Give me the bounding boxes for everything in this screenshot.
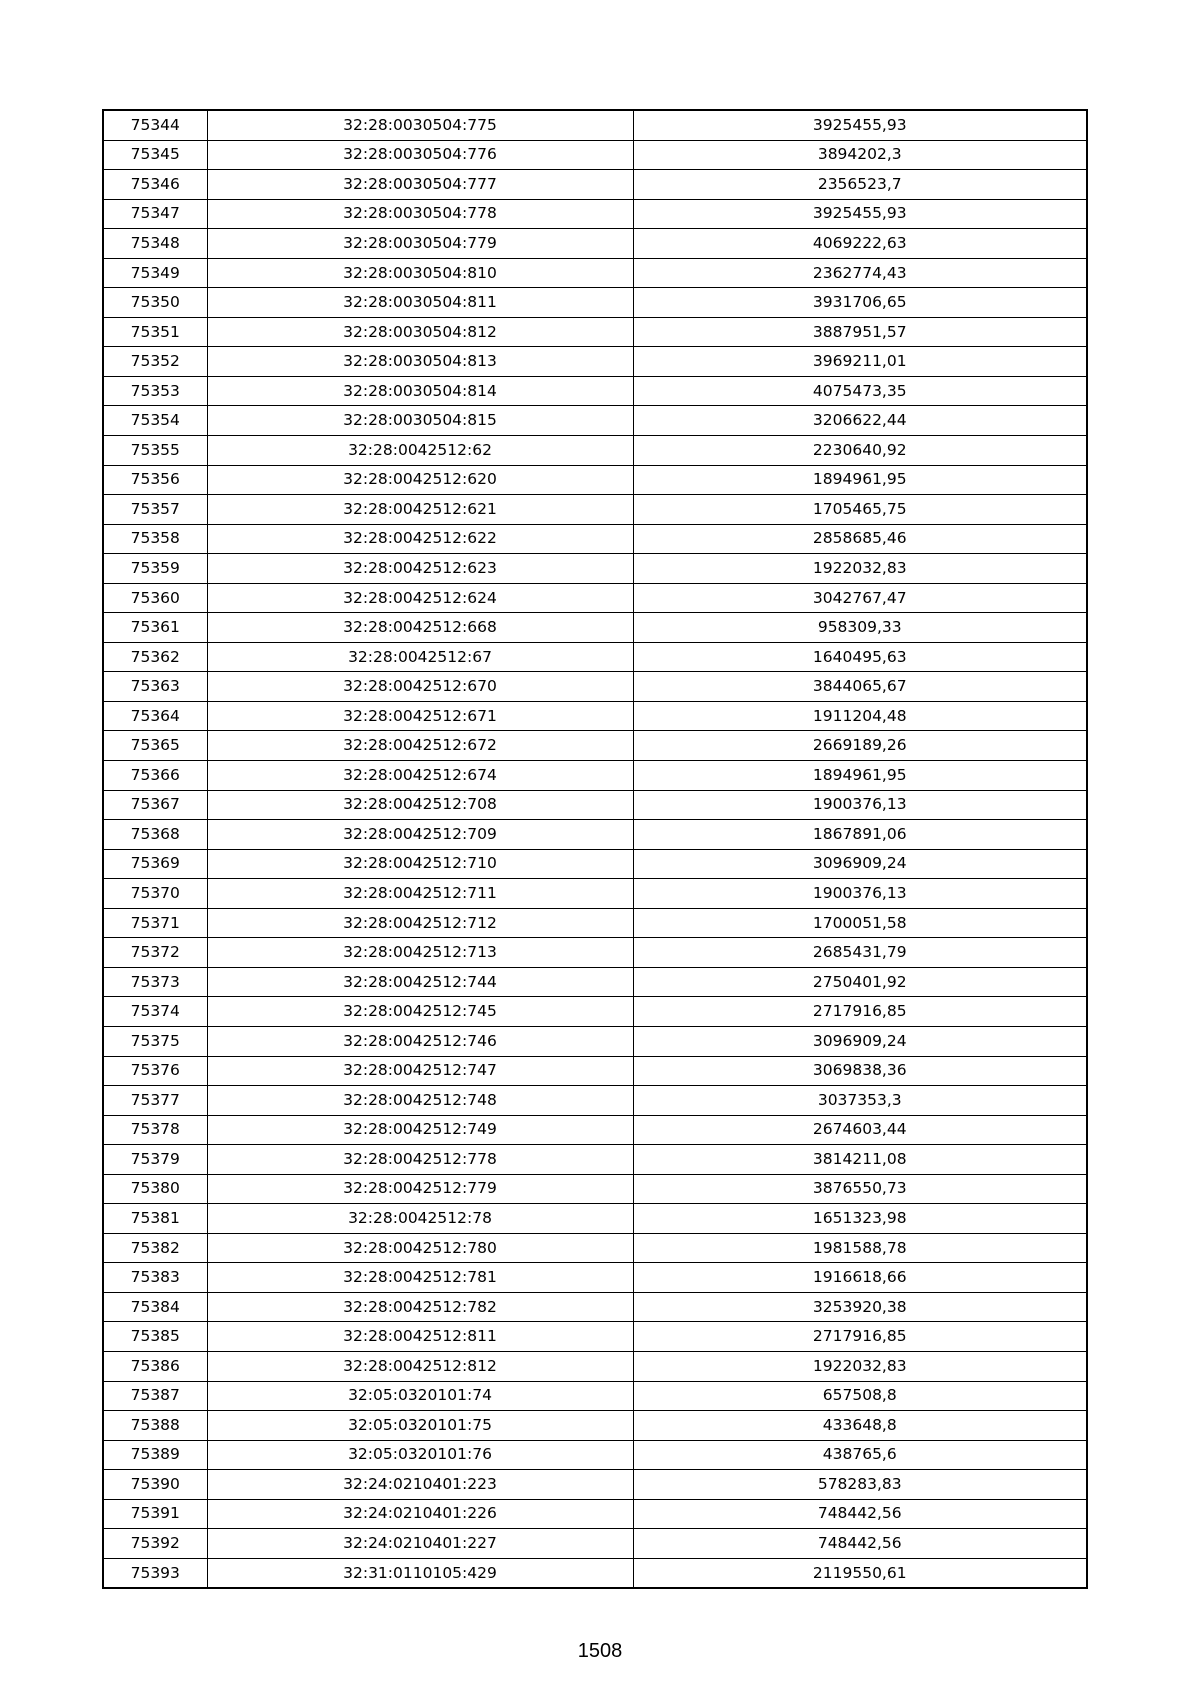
table-row bbox=[103, 731, 1087, 761]
table-row bbox=[103, 140, 1087, 170]
value-cell: 958309,33 bbox=[633, 613, 1087, 643]
row-number-cell: 75383 bbox=[103, 1263, 207, 1293]
table-row bbox=[103, 1204, 1087, 1234]
value-cell: 2362774,43 bbox=[633, 258, 1087, 288]
value-cell: 1916618,66 bbox=[633, 1263, 1087, 1293]
cadastral-number-cell: 32:28:0042512:712 bbox=[207, 908, 633, 938]
value-cell: 657508,8 bbox=[633, 1381, 1087, 1411]
row-number-cell: 75357 bbox=[103, 495, 207, 525]
cadastral-number-cell: 32:28:0042512:710 bbox=[207, 849, 633, 879]
value-cell: 433648,8 bbox=[633, 1411, 1087, 1441]
row-number-cell: 75359 bbox=[103, 554, 207, 584]
cadastral-number-cell: 32:28:0042512:812 bbox=[207, 1351, 633, 1381]
table-row bbox=[103, 938, 1087, 968]
table-row bbox=[103, 1558, 1087, 1588]
row-number-cell: 75389 bbox=[103, 1440, 207, 1470]
table-row bbox=[103, 1381, 1087, 1411]
value-cell: 1911204,48 bbox=[633, 701, 1087, 731]
table-row bbox=[103, 288, 1087, 318]
table-row bbox=[103, 1470, 1087, 1500]
row-number-cell: 75370 bbox=[103, 879, 207, 909]
table-row bbox=[103, 199, 1087, 229]
value-cell: 1651323,98 bbox=[633, 1204, 1087, 1234]
cadastral-number-cell: 32:28:0030504:776 bbox=[207, 140, 633, 170]
cadastral-number-cell: 32:28:0042512:711 bbox=[207, 879, 633, 909]
row-number-cell: 75349 bbox=[103, 258, 207, 288]
table-row bbox=[103, 110, 1087, 140]
row-number-cell: 75393 bbox=[103, 1558, 207, 1588]
table-row bbox=[103, 1351, 1087, 1381]
cadastral-number-cell: 32:28:0042512:713 bbox=[207, 938, 633, 968]
row-number-cell: 75354 bbox=[103, 406, 207, 436]
row-number-cell: 75363 bbox=[103, 672, 207, 702]
value-cell: 4075473,35 bbox=[633, 376, 1087, 406]
table-row bbox=[103, 1026, 1087, 1056]
value-cell: 1981588,78 bbox=[633, 1233, 1087, 1263]
value-cell: 3894202,3 bbox=[633, 140, 1087, 170]
table-row bbox=[103, 258, 1087, 288]
cadastral-number-cell: 32:28:0030504:815 bbox=[207, 406, 633, 436]
cadastral-number-cell: 32:28:0030504:778 bbox=[207, 199, 633, 229]
table-row bbox=[103, 1411, 1087, 1441]
value-cell: 748442,56 bbox=[633, 1499, 1087, 1529]
cadastral-number-cell: 32:28:0042512:782 bbox=[207, 1292, 633, 1322]
cadastral-number-cell: 32:28:0030504:777 bbox=[207, 170, 633, 200]
value-cell: 3814211,08 bbox=[633, 1145, 1087, 1175]
table-row bbox=[103, 701, 1087, 731]
cadastral-number-cell: 32:31:0110105:429 bbox=[207, 1558, 633, 1588]
table-row bbox=[103, 1174, 1087, 1204]
table-row bbox=[103, 554, 1087, 584]
cadastral-number-cell: 32:28:0042512:780 bbox=[207, 1233, 633, 1263]
value-cell: 1900376,13 bbox=[633, 879, 1087, 909]
table-row bbox=[103, 1440, 1087, 1470]
value-cell: 748442,56 bbox=[633, 1529, 1087, 1559]
table-row bbox=[103, 583, 1087, 613]
table-row bbox=[103, 229, 1087, 259]
row-number-cell: 75390 bbox=[103, 1470, 207, 1500]
page-number: 1508 bbox=[577, 1640, 623, 1662]
table-row bbox=[103, 495, 1087, 525]
cadastral-number-cell: 32:28:0030504:810 bbox=[207, 258, 633, 288]
value-cell: 3876550,73 bbox=[633, 1174, 1087, 1204]
row-number-cell: 75352 bbox=[103, 347, 207, 377]
table-row bbox=[103, 849, 1087, 879]
value-cell: 2674603,44 bbox=[633, 1115, 1087, 1145]
value-cell: 3253920,38 bbox=[633, 1292, 1087, 1322]
row-number-cell: 75360 bbox=[103, 583, 207, 613]
cadastral-number-cell: 32:28:0042512:622 bbox=[207, 524, 633, 554]
row-number-cell: 75347 bbox=[103, 199, 207, 229]
cadastral-number-cell: 32:28:0042512:668 bbox=[207, 613, 633, 643]
value-cell: 1894961,95 bbox=[633, 465, 1087, 495]
row-number-cell: 75385 bbox=[103, 1322, 207, 1352]
cadastral-number-cell: 32:28:0030504:811 bbox=[207, 288, 633, 318]
cadastral-number-cell: 32:28:0042512:78 bbox=[207, 1204, 633, 1234]
value-cell: 2858685,46 bbox=[633, 524, 1087, 554]
row-number-cell: 75348 bbox=[103, 229, 207, 259]
table-row bbox=[103, 1499, 1087, 1529]
value-cell: 438765,6 bbox=[633, 1440, 1087, 1470]
row-number-cell: 75350 bbox=[103, 288, 207, 318]
table-row bbox=[103, 376, 1087, 406]
row-number-cell: 75345 bbox=[103, 140, 207, 170]
registry-table bbox=[102, 109, 1088, 1589]
row-number-cell: 75380 bbox=[103, 1174, 207, 1204]
row-number-cell: 75366 bbox=[103, 761, 207, 791]
cadastral-number-cell: 32:28:0042512:674 bbox=[207, 761, 633, 791]
value-cell: 3096909,24 bbox=[633, 1026, 1087, 1056]
registry-table-body bbox=[103, 110, 1087, 1588]
cadastral-number-cell: 32:28:0042512:779 bbox=[207, 1174, 633, 1204]
row-number-cell: 75369 bbox=[103, 849, 207, 879]
value-cell: 3969211,01 bbox=[633, 347, 1087, 377]
value-cell: 3037353,3 bbox=[633, 1086, 1087, 1116]
row-number-cell: 75367 bbox=[103, 790, 207, 820]
table-row bbox=[103, 1086, 1087, 1116]
row-number-cell: 75351 bbox=[103, 317, 207, 347]
table-row bbox=[103, 879, 1087, 909]
cadastral-number-cell: 32:28:0042512:745 bbox=[207, 997, 633, 1027]
cadastral-number-cell: 32:28:0042512:781 bbox=[207, 1263, 633, 1293]
value-cell: 3069838,36 bbox=[633, 1056, 1087, 1086]
row-number-cell: 75377 bbox=[103, 1086, 207, 1116]
cadastral-number-cell: 32:28:0030504:775 bbox=[207, 110, 633, 140]
table-row bbox=[103, 1322, 1087, 1352]
cadastral-number-cell: 32:28:0042512:624 bbox=[207, 583, 633, 613]
row-number-cell: 75384 bbox=[103, 1292, 207, 1322]
table-row bbox=[103, 347, 1087, 377]
cadastral-number-cell: 32:24:0210401:226 bbox=[207, 1499, 633, 1529]
row-number-cell: 75361 bbox=[103, 613, 207, 643]
value-cell: 1900376,13 bbox=[633, 790, 1087, 820]
table-row bbox=[103, 1145, 1087, 1175]
value-cell: 3844065,67 bbox=[633, 672, 1087, 702]
value-cell: 3925455,93 bbox=[633, 199, 1087, 229]
row-number-cell: 75388 bbox=[103, 1411, 207, 1441]
row-number-cell: 75392 bbox=[103, 1529, 207, 1559]
cadastral-number-cell: 32:24:0210401:227 bbox=[207, 1529, 633, 1559]
table-row bbox=[103, 820, 1087, 850]
table-row bbox=[103, 1115, 1087, 1145]
table-row bbox=[103, 1056, 1087, 1086]
cadastral-number-cell: 32:28:0042512:708 bbox=[207, 790, 633, 820]
table-row bbox=[103, 790, 1087, 820]
row-number-cell: 75365 bbox=[103, 731, 207, 761]
cadastral-number-cell: 32:28:0042512:748 bbox=[207, 1086, 633, 1116]
value-cell: 3206622,44 bbox=[633, 406, 1087, 436]
row-number-cell: 75391 bbox=[103, 1499, 207, 1529]
table-row bbox=[103, 1529, 1087, 1559]
value-cell: 3887951,57 bbox=[633, 317, 1087, 347]
table-row bbox=[103, 465, 1087, 495]
cadastral-number-cell: 32:28:0042512:811 bbox=[207, 1322, 633, 1352]
row-number-cell: 75378 bbox=[103, 1115, 207, 1145]
cadastral-number-cell: 32:28:0042512:670 bbox=[207, 672, 633, 702]
cadastral-number-cell: 32:28:0042512:672 bbox=[207, 731, 633, 761]
table-row bbox=[103, 1233, 1087, 1263]
cadastral-number-cell: 32:28:0042512:746 bbox=[207, 1026, 633, 1056]
cadastral-number-cell: 32:28:0042512:671 bbox=[207, 701, 633, 731]
row-number-cell: 75346 bbox=[103, 170, 207, 200]
value-cell: 1922032,83 bbox=[633, 554, 1087, 584]
row-number-cell: 75362 bbox=[103, 642, 207, 672]
value-cell: 3925455,93 bbox=[633, 110, 1087, 140]
row-number-cell: 75356 bbox=[103, 465, 207, 495]
value-cell: 2717916,85 bbox=[633, 1322, 1087, 1352]
value-cell: 2119550,61 bbox=[633, 1558, 1087, 1588]
cadastral-number-cell: 32:28:0042512:620 bbox=[207, 465, 633, 495]
cadastral-number-cell: 32:28:0042512:749 bbox=[207, 1115, 633, 1145]
value-cell: 1867891,06 bbox=[633, 820, 1087, 850]
row-number-cell: 75373 bbox=[103, 967, 207, 997]
value-cell: 1700051,58 bbox=[633, 908, 1087, 938]
row-number-cell: 75386 bbox=[103, 1351, 207, 1381]
row-number-cell: 75379 bbox=[103, 1145, 207, 1175]
row-number-cell: 75374 bbox=[103, 997, 207, 1027]
row-number-cell: 75372 bbox=[103, 938, 207, 968]
value-cell: 2230640,92 bbox=[633, 436, 1087, 466]
cadastral-number-cell: 32:28:0042512:621 bbox=[207, 495, 633, 525]
value-cell: 2356523,7 bbox=[633, 170, 1087, 200]
cadastral-number-cell: 32:28:0042512:778 bbox=[207, 1145, 633, 1175]
row-number-cell: 75375 bbox=[103, 1026, 207, 1056]
cadastral-number-cell: 32:05:0320101:74 bbox=[207, 1381, 633, 1411]
table-row bbox=[103, 613, 1087, 643]
cadastral-number-cell: 32:28:0042512:709 bbox=[207, 820, 633, 850]
row-number-cell: 75376 bbox=[103, 1056, 207, 1086]
table-row bbox=[103, 1263, 1087, 1293]
table-row bbox=[103, 317, 1087, 347]
cadastral-number-cell: 32:28:0042512:744 bbox=[207, 967, 633, 997]
cadastral-number-cell: 32:28:0030504:812 bbox=[207, 317, 633, 347]
value-cell: 2669189,26 bbox=[633, 731, 1087, 761]
cadastral-number-cell: 32:05:0320101:75 bbox=[207, 1411, 633, 1441]
value-cell: 1640495,63 bbox=[633, 642, 1087, 672]
row-number-cell: 75358 bbox=[103, 524, 207, 554]
row-number-cell: 75353 bbox=[103, 376, 207, 406]
value-cell: 1894961,95 bbox=[633, 761, 1087, 791]
value-cell: 3931706,65 bbox=[633, 288, 1087, 318]
row-number-cell: 75371 bbox=[103, 908, 207, 938]
table-row bbox=[103, 524, 1087, 554]
cadastral-number-cell: 32:24:0210401:223 bbox=[207, 1470, 633, 1500]
cadastral-number-cell: 32:28:0042512:747 bbox=[207, 1056, 633, 1086]
table-row bbox=[103, 642, 1087, 672]
table-row bbox=[103, 672, 1087, 702]
row-number-cell: 75381 bbox=[103, 1204, 207, 1234]
cadastral-number-cell: 32:28:0042512:623 bbox=[207, 554, 633, 584]
value-cell: 4069222,63 bbox=[633, 229, 1087, 259]
row-number-cell: 75364 bbox=[103, 701, 207, 731]
value-cell: 1922032,83 bbox=[633, 1351, 1087, 1381]
cadastral-number-cell: 32:05:0320101:76 bbox=[207, 1440, 633, 1470]
row-number-cell: 75344 bbox=[103, 110, 207, 140]
row-number-cell: 75382 bbox=[103, 1233, 207, 1263]
table-row bbox=[103, 170, 1087, 200]
cadastral-number-cell: 32:28:0030504:813 bbox=[207, 347, 633, 377]
table-row bbox=[103, 997, 1087, 1027]
value-cell: 2685431,79 bbox=[633, 938, 1087, 968]
value-cell: 3042767,47 bbox=[633, 583, 1087, 613]
cadastral-number-cell: 32:28:0042512:67 bbox=[207, 642, 633, 672]
cadastral-number-cell: 32:28:0030504:779 bbox=[207, 229, 633, 259]
table-row bbox=[103, 761, 1087, 791]
cadastral-number-cell: 32:28:0030504:814 bbox=[207, 376, 633, 406]
table-row bbox=[103, 406, 1087, 436]
cadastral-number-cell: 32:28:0042512:62 bbox=[207, 436, 633, 466]
table-row bbox=[103, 908, 1087, 938]
table-row bbox=[103, 436, 1087, 466]
value-cell: 578283,83 bbox=[633, 1470, 1087, 1500]
value-cell: 1705465,75 bbox=[633, 495, 1087, 525]
table-row bbox=[103, 1292, 1087, 1322]
row-number-cell: 75355 bbox=[103, 436, 207, 466]
value-cell: 2717916,85 bbox=[633, 997, 1087, 1027]
table-row bbox=[103, 967, 1087, 997]
value-cell: 2750401,92 bbox=[633, 967, 1087, 997]
row-number-cell: 75387 bbox=[103, 1381, 207, 1411]
value-cell: 3096909,24 bbox=[633, 849, 1087, 879]
row-number-cell: 75368 bbox=[103, 820, 207, 850]
